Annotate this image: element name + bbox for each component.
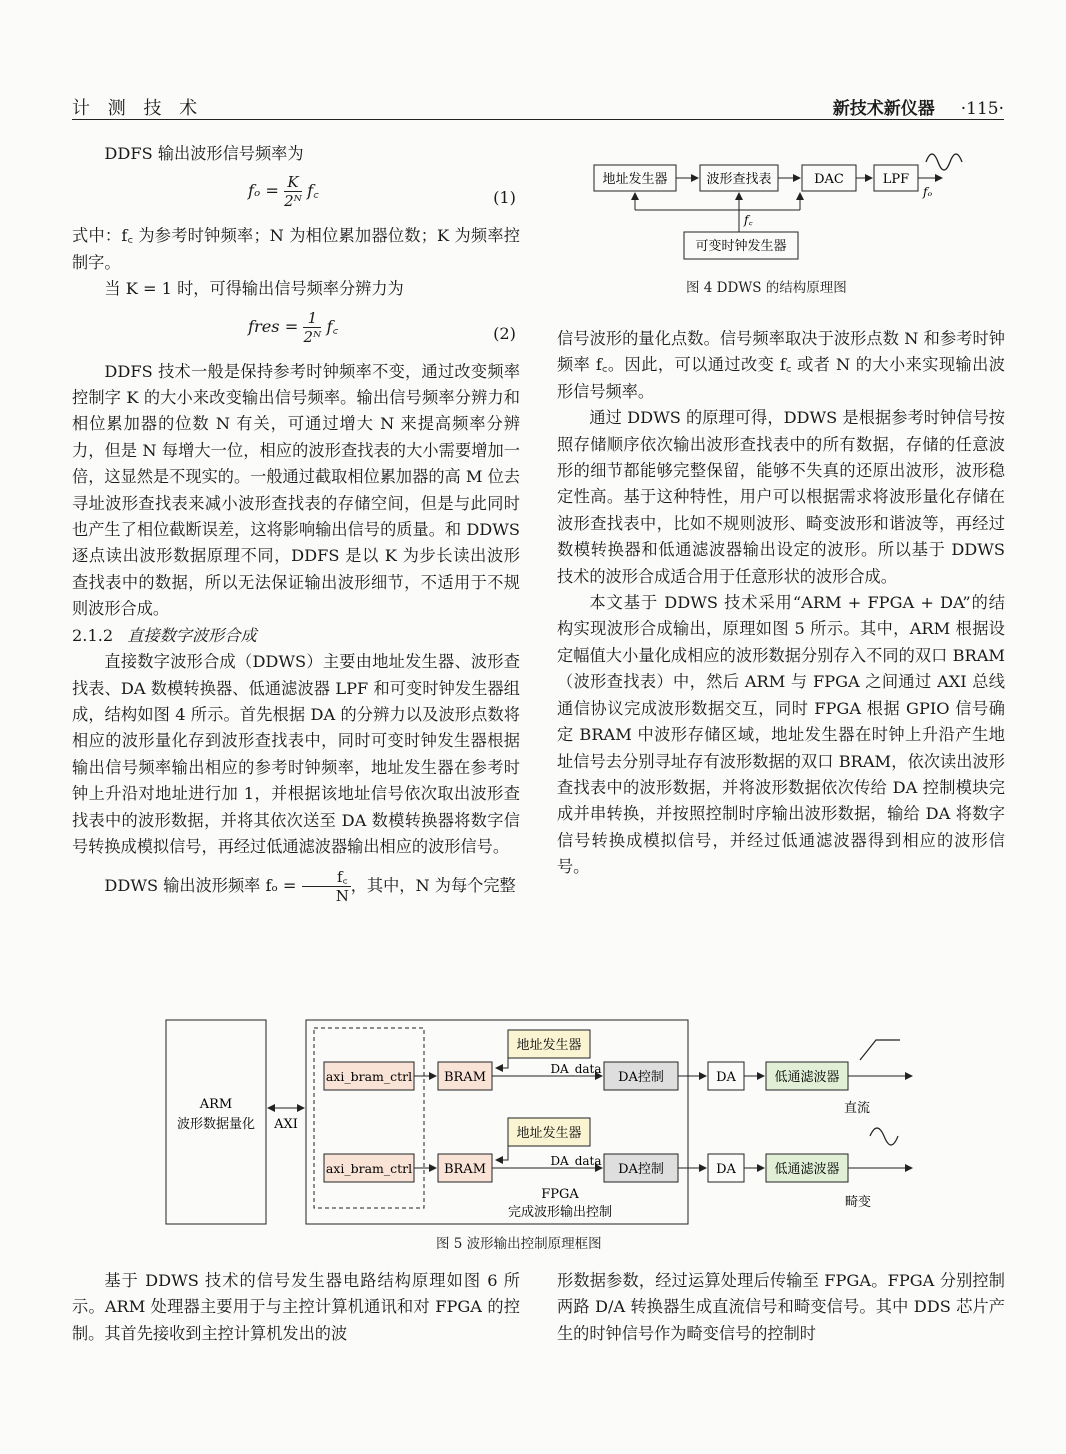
eq-lhs: fₒ =	[248, 181, 279, 201]
lpf-label: LPF	[882, 172, 910, 187]
equation-1	[72, 167, 520, 223]
dc-label: 直流	[843, 1101, 871, 1116]
da-ctrl-label: DA控制	[618, 1070, 664, 1085]
da-ctrl-label: DA控制	[618, 1162, 664, 1177]
inline-fraction: $\frac{f꜀}{N}$	[302, 868, 351, 905]
dc-wave-icon	[860, 1040, 900, 1060]
paragraph: DDFS 技术一般是保持参考时钟频率不变，通过改变频率控制字 K 的大小来改变输出信号频率。输出信号频率分辨力和相位累加器的位数 N 有关，可通过增大 N 来提高频率分辨力，但是 N 每增大一位，相应的波形查找表的大小需要增加一倍，这显然是不现实的。一般通过截取相位累加器的高 M 位去寻址波形查找表来减小波形查找表的存储空间，但是与此同时也产生了相位截断误差，这将影响输出信号的质量。和 DDWS 逐点读出波形数据原理不同，DDFS 是以 K 为步长读出波形查找表中的数据，所以无法保证输出波形细节，不适用于不规则波形合成。	[72, 361, 520, 619]
eq-lhs: fres =	[248, 316, 299, 336]
axi-bram-ctrl-label: axi_bram_ctrl	[325, 1069, 413, 1084]
paragraph: DDFS 输出波形信号频率为	[104, 144, 304, 163]
figure-4-caption: 图 4 DDWS 的结构原理图	[686, 280, 847, 296]
header-rule	[72, 119, 1004, 120]
arm-label: ARM	[199, 1097, 233, 1112]
lookup-table-label: 波形查找表	[706, 172, 772, 187]
axi-label: AXI	[274, 1117, 298, 1132]
running-header	[833, 94, 1004, 119]
fc-label: f꜀	[744, 213, 753, 227]
fpga-label: FPGA	[541, 1187, 579, 1202]
figure-4-diagram	[590, 140, 990, 266]
arrow	[496, 1058, 508, 1068]
fpga-sub-label: 完成波形输出控制	[507, 1205, 613, 1220]
arrow	[496, 1146, 508, 1160]
eq-number: (2)	[493, 323, 516, 343]
page-number: ·115·	[960, 99, 1004, 119]
eq-tail: f꜀	[326, 316, 339, 336]
fpga-box	[306, 1020, 688, 1224]
paragraph: 形数据参数，经过运算处理后传输至 FPGA。FPGA 分别控制两路 D/A 转换器生成直流信号和畸变信号。其中 DDS 芯片产生的时钟信号作为畸变信号的控制时	[557, 1271, 1005, 1343]
da-label: DA	[716, 1070, 736, 1085]
variable-clock-label: 可变时钟发生器	[695, 239, 787, 254]
da-data-label: DA_data	[550, 1154, 602, 1168]
paragraph: 基于 DDWS 技术的信号发生器电路结构原理如图 6 所示。ARM 处理器主要用于与主控计算机通讯和对 FPGA 的控制。其首先接收到主控计算机发出的波	[72, 1271, 520, 1343]
paragraph: DDWS 输出波形频率 fₒ = $\frac{f꜀}{N}$ ，其中，N 为每个完整	[104, 868, 516, 906]
paragraph: 本文基于 DDWS 技术采用“ARM + FPGA + DA”的结构实现波形合成输出，原理如图 5 所示。其中，ARM 根据设定幅值大小量化成相应的波形数据分别存入不同的双口 BRAM（波形查找表）中，然后 ARM 与 FPGA 之间通过 AXI 总线通信协议完成波形数据交互，同时 FPGA 根据 GPIO 信号确定 BRAM 中波形存储区域，地址发生器在时钟上升沿产生地址信号去分别寻址存有波形数据的双口 BRAM，依次读出波形查找表中的波形数据，并将波形数据依次传给 DA 控制模块完成并串转换，并按照控制时序输出波形数据，输给 DA 将数字信号转换成模拟信号，并经过低通滤波器得到相应的波形信号。	[557, 593, 1005, 877]
paragraph: 式中：f꜀ 为参考时钟频率；N 为相位累加器位数；K 为频率控制字。	[72, 226, 520, 272]
figure-5-caption: 图 5 波形输出控制原理框图	[436, 1236, 602, 1252]
bram-label: BRAM	[443, 1070, 487, 1085]
da-data-label: DA_data	[550, 1062, 602, 1076]
address-generator-label: 地址发生器	[516, 1038, 582, 1053]
journal-name: 计 测 技 术	[72, 98, 204, 119]
distortion-label: 畸变	[844, 1195, 872, 1210]
paragraph: 通过 DDWS 的原理可得，DDWS 是根据参考时钟信号按照存储顺序依次输出波形查找表中的所有数据，存储的任意波形的细节都能够完整保留，能够不失真的还原出波形，波形稳定性高。基于这种特性，用户可以根据需求将波形量化存储在波形查找表中，比如不规则波形、畸变波形和谐波等，再经过数模转换器和低通滤波器输出设定的波形。所以基于 DDWS 技术的波形合成适合用于任意形状的波形合成。	[557, 408, 1005, 586]
bram-label: BRAM	[443, 1162, 487, 1177]
paragraph: 直接数字波形合成（DDWS）主要由地址发生器、波形查找表、DA 数模转换器、低通滤波器 LPF 和可变时钟发生器组成，结构如图 4 所示。首先根据 DA 的分辨力以及波形点数将相应的波形量化存到波形查找表中，同时可变时钟发生器根据输出信号频率输出相应的参考时钟频率，地址发生器在参考时钟上升沿对地址进行加 1，并根据该地址信号依次取出波形查找表中的波形数据，并将其依次送至 DA 数模转换器将数字信号转换成模拟信号，再经过低通滤波器输出相应的波形信号。	[72, 652, 520, 856]
left-column	[72, 141, 520, 905]
distorted-wave-icon	[870, 1128, 898, 1145]
section-name: 新技术新仪器	[832, 99, 935, 119]
arm-sub-label: 波形数据量化	[176, 1117, 256, 1132]
eq-tail: f꜀	[307, 181, 319, 201]
lpf-label: 低通滤波器	[774, 1162, 840, 1177]
eq-fraction: $\frac{K}{\text{2ᴺ}}$	[284, 173, 302, 211]
figure-5-diagram	[160, 1016, 920, 1231]
paragraph: 当 K = 1 时，可得输出信号频率分辨力为	[104, 279, 404, 299]
da-label: DA	[716, 1162, 736, 1177]
lpf-label: 低通滤波器	[774, 1070, 840, 1085]
eq-number: (1)	[493, 188, 516, 208]
dac-label: DAC	[814, 172, 844, 187]
address-generator-label: 地址发生器	[516, 1126, 582, 1141]
bottom-left-column	[72, 1268, 520, 1347]
fo-label: fₒ	[923, 185, 933, 199]
right-column	[557, 326, 1005, 881]
section-heading: 2.1.2 直接数字波形合成	[72, 625, 257, 645]
axi-bram-ctrl-label: axi_bram_ctrl	[325, 1161, 413, 1176]
bottom-right-column	[557, 1268, 1005, 1347]
eq-fraction: $\frac{1}{\text{2ᴺ}}$	[303, 308, 322, 346]
paragraph: 信号波形的量化点数。信号频率取决于波形点数 N 和参考时钟频率 f꜀。因此，可以通过改变 f꜀ 或者 N 的大小来实现输出波形信号频率。	[557, 329, 1005, 401]
equation-2	[72, 303, 520, 359]
sine-wave-icon	[926, 154, 962, 170]
address-generator-label: 地址发生器	[602, 172, 668, 187]
